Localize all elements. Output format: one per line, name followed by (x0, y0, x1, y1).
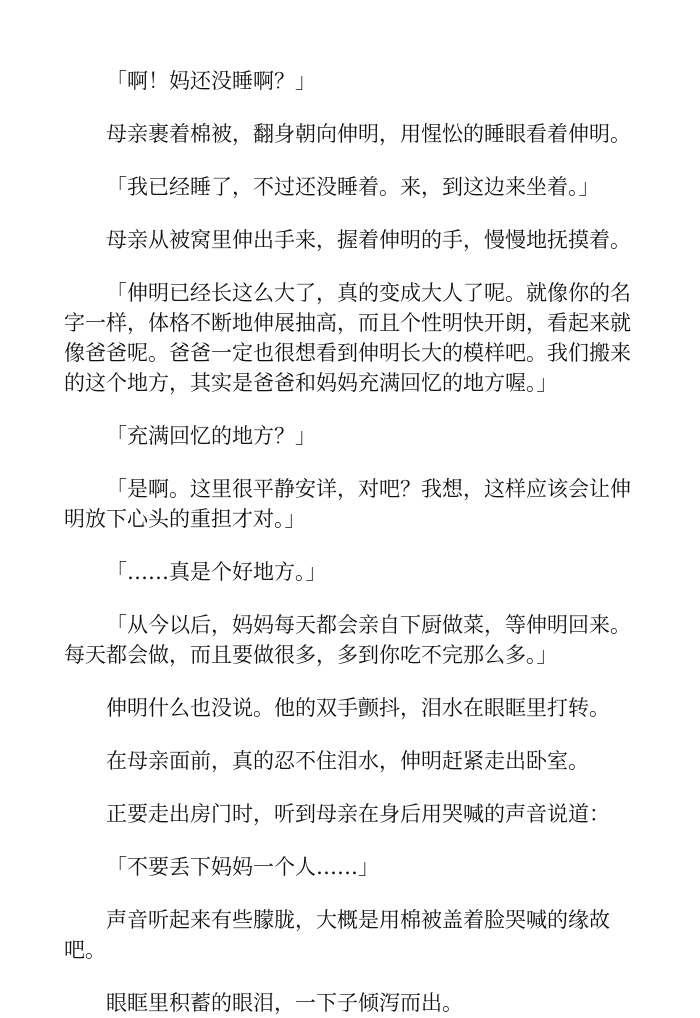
paragraph-2: 母亲裹着棉被，翻身朝向伸明，用惺忪的睡眼看着伸明。 (106, 122, 631, 146)
paragraph-11: 在母亲面前，真的忍不住泪水，伸明赶紧走出卧室。 (106, 749, 589, 773)
paragraph-10: 伸明什么也没说。他的双手颤抖，泪水在眼眶里打转。 (106, 696, 610, 720)
paragraph-12: 正要走出房门时，听到母亲在身后用哭喊的声音说道： (106, 802, 610, 826)
paragraph-1: 「啊！妈还没睡啊？」 (106, 69, 316, 93)
paragraph-4: 母亲从被窝里伸出手来，握着伸明的手，慢慢地抚摸着。 (106, 228, 631, 252)
paragraph-3: 「我已经睡了，不过还没睡着。来，到这边来坐着。」 (106, 175, 600, 199)
paragraph-15: 眼眶里积蓄的眼泪，一下子倾泻而出。 (106, 991, 463, 1015)
paragraph-9: 「从今以后，妈妈每天都会亲自下厨做菜，等伸明回来。每天都会做，而且要做很多，多到你吃不完那么多。」 (64, 613, 631, 667)
document-page (64, 66, 636, 1018)
paragraph-7: 「是啊。这里很平静安详，对吧？我想，这样应该会让伸明放下心头的重担才对。」 (64, 477, 631, 531)
paragraph-6: 「充满回忆的地方？」 (106, 424, 316, 448)
paragraph-13: 「不要丢下妈妈一个人……」 (106, 855, 379, 879)
paragraph-8: 「……真是个好地方。」 (106, 560, 327, 584)
paragraph-5: 「伸明已经长这么大了，真的变成大人了呢。就像你的名字一样，体格不断地伸展抽高，而且个性明快开朗，看起来就像爸爸呢。爸爸一定也很想看到伸明长大的模样吧。我们搬来的这个地方，其实是爸爸和妈妈充满回忆的地方喔。」 (64, 281, 631, 395)
paragraph-14: 声音听起来有些朦胧，大概是用棉被盖着脸哭喊的缘故吧。 (64, 908, 610, 962)
